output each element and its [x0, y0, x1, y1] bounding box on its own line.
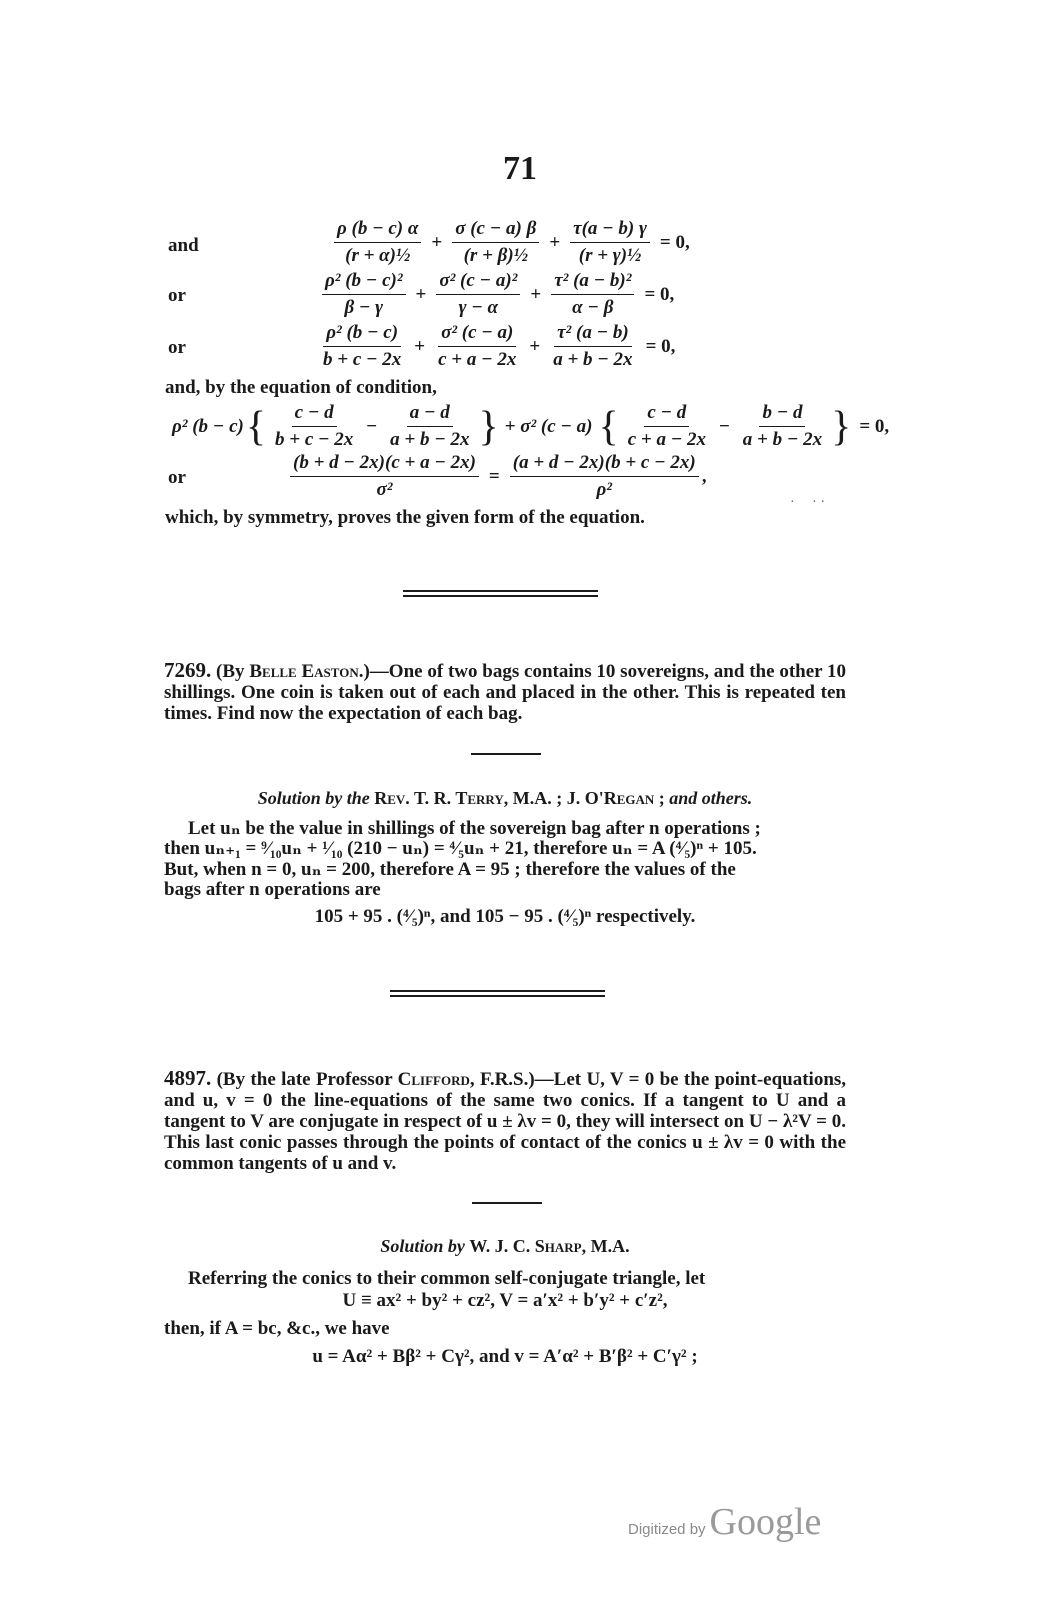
- fraction: $\frac{\text{σ² (c − a)}}{c + a - 2x}$: [438, 322, 517, 370]
- solution-heading-7269: Solution by the Rev. T. R. Terry, M.A. ; J. O'Regan ; and others.: [257, 788, 753, 808]
- fraction: $\frac{\tau(a - b) \gamma}{\text{(r + γ)½}}$: [570, 218, 650, 267]
- solution-line: then, if A = bc, &c., we have: [164, 1318, 390, 1339]
- fraction: $\frac{b - d}{a + b - 2x}$: [742, 402, 823, 450]
- section-divider: [390, 990, 605, 997]
- label-or: or: [168, 285, 186, 306]
- fraction: $\frac{(b + d - 2x)(c + a - 2x)}{\text{σ²}}$: [290, 452, 479, 501]
- equation-2: $\frac{\text{ρ² (b − c)²}}{\beta - \gamma}$ + $\frac{\text{σ² (c − a)²}}{\gamma - \alpha}$ + $\frac{\text{τ² (a − b)²}}{\alpha - \beta}$ = 0,: [318, 270, 680, 319]
- equation-3: $\frac{\text{ρ² (b − c)}}{b + c - 2x}$ + $\frac{\text{σ² (c − a)}}{c + a - 2x}$ + $\frac{\text{τ² (a − b)}}{a + b - 2x}$ = 0,: [316, 322, 681, 371]
- digitized-watermark: Digitized by Google: [628, 1501, 822, 1543]
- fraction: $\frac{\text{τ² (a − b)²}}{\alpha - \beta}$: [551, 270, 634, 319]
- solution-line: But, when n = 0, uₙ = 200, therefore A = 95 ; therefore the values of the: [164, 859, 736, 880]
- fraction: $\frac{\text{σ² (c − a)²}}{\gamma - \alpha}$: [436, 270, 520, 319]
- google-logo: Google: [709, 1501, 822, 1543]
- condition-text: and, by the equation of condition,: [165, 377, 437, 398]
- fraction: $\frac{\rho (b - c) \alpha}{\text{(r + α)½}}$: [334, 218, 421, 267]
- problem-4897: 4897. (By the late Professor Clifford, F.R.S.)—Let U, V = 0 be the point-equations, and u, v = 0 the line-equations of the same two conics. If a tangent to U and a tangent to V are conjugate in respect of u ± λv = 0, they will intersect on U − λ²V = 0. This last conic passes through the points of contact of the conics u ± λv = 0 with the common tangents of u and v.: [164, 1066, 847, 1174]
- label-or: or: [168, 337, 186, 358]
- fraction: $\frac{\sigma (c - a) \beta}{\text{(r + β)½}}$: [452, 218, 539, 267]
- fraction: $\frac{\text{τ² (a − b)}}{a + b - 2x}$: [553, 322, 633, 370]
- fraction: $\frac{\text{ρ² (b − c)²}}{\beta - \gamma}$: [322, 270, 406, 319]
- author-name: Clifford: [397, 1069, 470, 1090]
- speck-marks: · · ·: [790, 495, 825, 510]
- problem-number: 4897.: [164, 1066, 212, 1090]
- short-rule: [472, 1202, 542, 1204]
- solution-line: Referring the conics to their common self-conjugate triangle, let: [188, 1268, 706, 1289]
- solution-line: bags after n operations are: [164, 879, 381, 900]
- solution-heading-4897: Solution by W. J. C. Sharp, M.A.: [380, 1236, 630, 1256]
- fraction: $\frac{c - d}{b + c - 2x}$: [275, 402, 354, 450]
- conic-equations: U ≡ ax² + by² + cz², V = a′x² + b′y² + c′z²,: [342, 1290, 668, 1311]
- label-and: and: [168, 235, 199, 256]
- solution-line: Let uₙ be the value in shillings of the sovereign bag after n operations ;: [188, 818, 761, 839]
- line-equations: u = Aα² + Bβ² + Cγ², and v = A′α² + B′β² + C′γ² ;: [312, 1346, 698, 1367]
- problem-7269: 7269. (By Belle Easton.)—One of two bags contains 10 sovereigns, and the other 10 shillings. One coin is taken out of each and placed in the other. This is repeated ten times. Find now the expectation of each bag.: [164, 658, 847, 724]
- equation-1: $\frac{\rho (b - c) \alpha}{\text{(r + α)½}}$ + $\frac{\sigma (c - a) \beta}{\text{(r + β)½}}$ + $\frac{\tau(a - b) \gamma}{\text{(r + γ)½}}$ = 0,: [330, 218, 696, 267]
- short-rule: [471, 753, 541, 755]
- page-number: 71: [503, 150, 537, 187]
- fraction: $\frac{a - d}{a + b - 2x}$: [390, 402, 470, 450]
- section-divider: [403, 590, 598, 597]
- fraction: $\frac{\text{ρ² (b − c)}}{b + c - 2x}$: [323, 322, 402, 370]
- equation-4: ρ² (b − c) { $\frac{c - d}{b + c - 2x}$ − $\frac{a - d}{a + b - 2x}$ } + σ² (c − a) { $\frac{c - d}{c + a - 2x}$ − $\frac{b - d}{a + b - 2x}$ } = 0,: [172, 402, 890, 450]
- author-name: Belle Easton.: [249, 661, 364, 682]
- closing-text: which, by symmetry, proves the given form of the equation.: [165, 507, 645, 528]
- problem-number: 7269.: [164, 658, 212, 682]
- label-or: or: [168, 467, 186, 488]
- solution-result: 105 + 95 . (⁴⁄₅)ⁿ, and 105 − 95 . (⁴⁄₅)ⁿ respectively.: [314, 906, 696, 927]
- equation-5: $\frac{(b + d - 2x)(c + a - 2x)}{\text{σ²}}$ = $\frac{(a + d - 2x)(b + c - 2x)}{\text{ρ²}}$ ,: [286, 452, 707, 501]
- solution-line: then uₙ₊₁ = ⁹⁄₁₀uₙ + ¹⁄₁₀ (210 − uₙ) = ⁴⁄₅uₙ + 21, therefore uₙ = A (⁴⁄₅)ⁿ + 105.: [164, 838, 757, 859]
- fraction: $\frac{c - d}{c + a - 2x}$: [627, 402, 706, 450]
- fraction: $\frac{(a + d - 2x)(b + c - 2x)}{\text{ρ²}}$: [510, 452, 699, 501]
